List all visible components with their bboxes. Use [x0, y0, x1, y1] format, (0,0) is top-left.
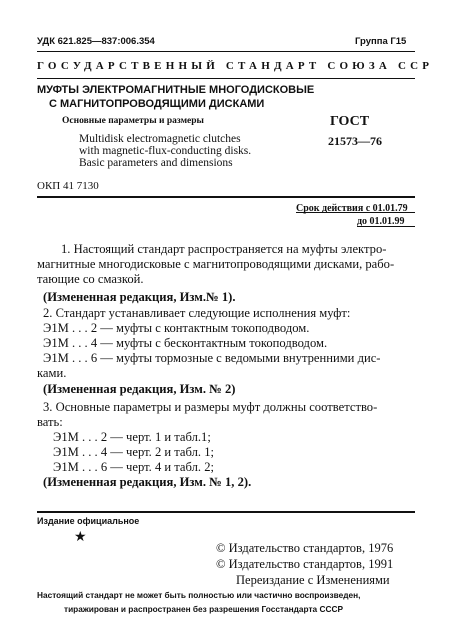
validity-underline-1 [296, 212, 415, 213]
gost-label: ГОСТ [330, 114, 370, 129]
star-icon: ★ [74, 530, 87, 545]
reissue-note: Переиздание с Изменениями [236, 573, 390, 587]
paragraph-3-item-2: Э1М . . . 4 — черт. 2 и табл. 1; [53, 445, 214, 459]
header-rule-2 [37, 78, 415, 79]
paragraph-3-item-1: Э1М . . . 2 — черт. 1 и табл.1; [53, 430, 211, 444]
copyright-notice-line-1: Настоящий стандарт не может быть полностью или частично воспроизведен, [37, 590, 361, 600]
group-code: Группа Г15 [355, 36, 407, 47]
paragraph-2-item-2: Э1М . . . 4 — муфты с бесконтактным токоподводом. [43, 336, 328, 350]
paragraph-2-item-1: Э1М . . . 2 — муфты с контактным токоподводом. [43, 321, 310, 335]
title-ru-line2: С МАГНИТОПРОВОДЯЩИМИ ДИСКАМИ [49, 98, 265, 110]
paragraph-1-line-2: магнитные многодисковые с магнитопроводящими дисками, рабо- [37, 257, 395, 271]
paragraph-2-item-3-cont: ками. [37, 366, 67, 380]
paragraph-2-line-1: 2. Стандарт устанавливает следующие исполнения муфт: [43, 306, 351, 320]
paragraph-3-item-3: Э1М . . . 6 — черт. 4 и табл. 2; [53, 460, 214, 474]
validity-underline-2 [357, 226, 415, 227]
revision-note-3: (Измененная редакция, Изм. № 1, 2). [43, 475, 252, 489]
official-edition: Издание официальное [37, 516, 140, 526]
validity-from: Срок действия с 01.01.79 [296, 203, 408, 214]
title-ru-subtitle: Основные параметры и размеры [62, 116, 204, 126]
paragraph-1 [37, 242, 417, 287]
header-rule [37, 51, 415, 52]
validity-to: до 01.01.99 [357, 216, 405, 227]
paragraph-3 [37, 400, 417, 475]
paragraph-1-line-3: тающие со смазкой. [37, 272, 144, 286]
title-ru-line1: МУФТЫ ЭЛЕКТРОМАГНИТНЫЕ МНОГОДИСКОВЫЕ [37, 84, 315, 96]
copyright-1976: © Издательство стандартов, 1976 [216, 541, 394, 555]
revision-note-2: (Измененная редакция, Изм. № 2) [43, 382, 236, 396]
state-standard-line: ГОСУДАРСТВЕННЫЙ СТАНДАРТ СОЮЗА ССР [37, 60, 434, 72]
okp-code: ОКП 41 7130 [37, 180, 99, 192]
title-en-line1: Multidisk electromagnetic clutches [79, 133, 241, 145]
revision-note-1: (Измененная редакция, Изм.№ 1). [43, 290, 236, 304]
paragraph-3-line-1: 3. Основные параметры и размеры муфт должны соответство- [43, 400, 378, 414]
paragraph-3-line-2: вать: [37, 415, 63, 429]
title-en-line3: Basic parameters and dimensions [79, 157, 233, 169]
paragraph-2 [37, 306, 417, 381]
gost-number: 21573—76 [328, 134, 382, 148]
copyright-notice-line-2: тиражирован и распространен без разрешения Госстандарта СССР [64, 604, 343, 614]
udk-code: УДК 621.825—837:006.354 [37, 36, 155, 47]
footer-rule [37, 511, 415, 513]
copyright-1991: © Издательство стандартов, 1991 [216, 557, 394, 571]
paragraph-1-line-1: 1. Настоящий стандарт распространяется на муфты электро- [61, 242, 387, 256]
paragraph-2-item-3: Э1М . . . 6 — муфты тормозные с ведомыми внутренними дис- [43, 351, 381, 365]
title-en-line2: with magnetic-flux-conducting disks. [79, 145, 252, 157]
okp-rule [37, 196, 415, 198]
